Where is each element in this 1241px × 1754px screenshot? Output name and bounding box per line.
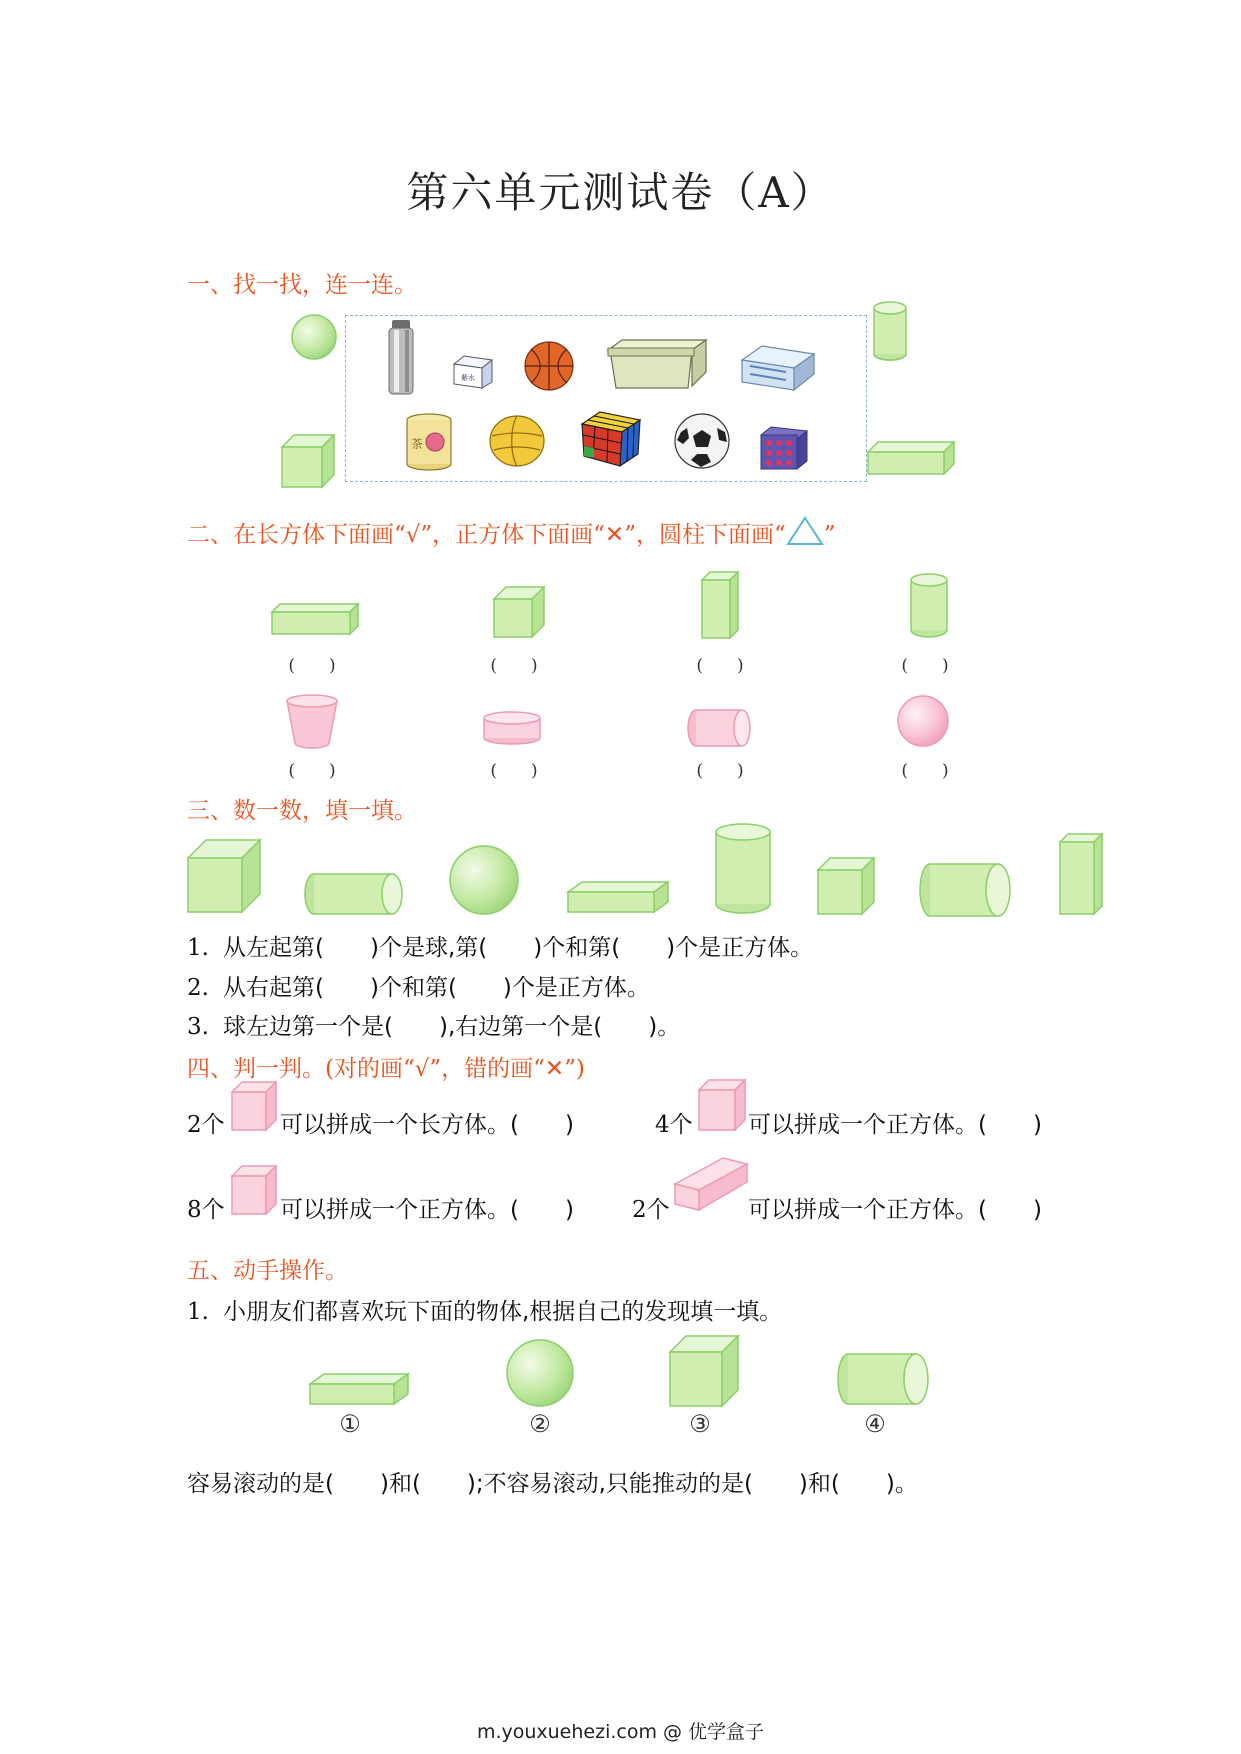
answer-paren-4[interactable]: ( ) xyxy=(901,656,949,676)
s5-ball[interactable] xyxy=(505,1338,575,1408)
s3-q2-text[interactable]: 从右起第( )个和第( )个是正方体。 xyxy=(223,975,650,1001)
section-2-heading-tail: ” xyxy=(823,522,836,548)
footer-watermark: m.youxuehezi.com @ 优学盒子 xyxy=(476,1721,765,1743)
dice-icon[interactable] xyxy=(759,425,809,471)
judge-1-pink-cube xyxy=(230,1080,278,1132)
judge-2-unit: 个 xyxy=(669,1112,693,1138)
milk-box-icon[interactable] xyxy=(452,354,494,390)
s3-ball[interactable] xyxy=(448,844,520,916)
section-3-heading: 三、数一数，填一填。 xyxy=(187,798,417,824)
judge-3-unit: 个 xyxy=(201,1197,225,1223)
tea-can-icon[interactable] xyxy=(405,412,453,472)
milk-box-label: 紫水 xyxy=(461,374,475,382)
section-2-heading-text: 二、在长方体下面画“√”，正方体下面画“✕”，圆柱下面画“ xyxy=(187,522,786,548)
thermos-icon[interactable] xyxy=(386,318,416,398)
s3-q3-num: 3. xyxy=(187,1014,209,1040)
judge-3-count: 8 xyxy=(187,1197,202,1223)
judge-1-unit: 个 xyxy=(201,1112,225,1138)
s3-cube-2[interactable] xyxy=(816,856,876,916)
s3-q3-text[interactable]: 球左边第一个是( ),右边第一个是( )。 xyxy=(223,1014,681,1040)
s5-q1-text: 小朋友们都喜欢玩下面的物体,根据自己的发现填一填。 xyxy=(223,1299,783,1325)
judge-2-pink-cube xyxy=(697,1078,747,1132)
s2-pink-disc[interactable] xyxy=(482,710,542,748)
answer-paren-6[interactable]: ( ) xyxy=(490,761,538,781)
s2-pink-ball[interactable] xyxy=(896,694,950,748)
judge-2-text[interactable]: 可以拼成一个正方体。( ) xyxy=(748,1112,1042,1138)
answer-paren-7[interactable]: ( ) xyxy=(696,761,744,781)
s5-cuboid[interactable] xyxy=(308,1370,410,1406)
judge-4-text[interactable]: 可以拼成一个正方体。( ) xyxy=(748,1197,1042,1223)
judge-item-3 xyxy=(187,1191,225,1224)
s5-label-4: ④ xyxy=(864,1410,886,1438)
s3-cube-1[interactable] xyxy=(186,838,262,914)
s2-pink-cup[interactable] xyxy=(285,693,339,749)
answer-paren-5[interactable]: ( ) xyxy=(288,761,336,781)
page-title: 第六单元测试卷（A） xyxy=(406,168,835,217)
s5-label-3: ③ xyxy=(689,1410,711,1438)
triangle-icon xyxy=(786,516,824,546)
s3-question-2 xyxy=(187,969,650,1002)
judge-4-count: 2 xyxy=(632,1197,647,1223)
judge-item-4 xyxy=(632,1191,670,1224)
s5-label-2: ② xyxy=(529,1410,551,1438)
green-cube-shape[interactable] xyxy=(280,433,336,489)
s3-cuboid-flat[interactable] xyxy=(566,878,670,916)
green-cylinder-shape[interactable] xyxy=(872,300,908,362)
s3-q1-num: 1. xyxy=(187,935,209,961)
s3-cylinder-standing[interactable] xyxy=(714,822,772,916)
s5-answer-line[interactable]: 容易滚动的是( )和( );不容易滚动,只能推动的是( )和( )。 xyxy=(187,1471,918,1497)
answer-paren-3[interactable]: ( ) xyxy=(696,656,744,676)
s2-cuboid-flat[interactable] xyxy=(270,600,360,636)
answer-paren-1[interactable]: ( ) xyxy=(288,656,336,676)
s2-cuboid-tall[interactable] xyxy=(700,570,740,640)
s2-pink-cylinder-lying[interactable] xyxy=(686,708,752,748)
s3-cylinder-lying-2[interactable] xyxy=(918,862,1012,918)
s2-cube[interactable] xyxy=(492,585,546,639)
basketball-icon[interactable] xyxy=(523,340,575,392)
s5-cylinder-lying[interactable] xyxy=(836,1352,930,1406)
s3-question-1 xyxy=(187,929,813,962)
judge-2-count: 4 xyxy=(655,1112,670,1138)
judge-1-count: 2 xyxy=(187,1112,202,1138)
section-1-heading: 一、找一找，连一连。 xyxy=(187,272,417,298)
s3-question-3 xyxy=(187,1008,680,1041)
s3-q1-text[interactable]: 从左起第( )个是球,第( )个和第( )个是正方体。 xyxy=(223,935,814,961)
judge-3-pink-cube xyxy=(230,1164,278,1216)
s5-label-1: ① xyxy=(339,1410,361,1438)
s5-q1-num: 1. xyxy=(187,1299,209,1325)
green-ball-shape[interactable] xyxy=(290,313,338,361)
judge-item-2 xyxy=(655,1106,693,1139)
rubiks-cube-icon[interactable] xyxy=(580,410,642,468)
section-4-heading: 四、判一判。(对的画“√”，错的画“✕”) xyxy=(187,1056,585,1082)
tea-can-label: 茶 xyxy=(411,437,424,451)
soccer-ball-icon[interactable] xyxy=(673,412,731,470)
judge-4-unit: 个 xyxy=(646,1197,670,1223)
judge-1-text[interactable]: 可以拼成一个长方体。( ) xyxy=(280,1112,574,1138)
volleyball-icon[interactable] xyxy=(488,414,546,468)
s3-cuboid-tall[interactable] xyxy=(1058,832,1104,916)
answer-paren-8[interactable]: ( ) xyxy=(901,761,949,781)
s3-cylinder-lying[interactable] xyxy=(304,872,404,916)
section-5-heading: 五、动手操作。 xyxy=(187,1258,348,1284)
s3-q2-num: 2. xyxy=(187,975,209,1001)
judge-4-pink-cuboid xyxy=(673,1156,749,1216)
judge-3-text[interactable]: 可以拼成一个正方体。( ) xyxy=(280,1197,574,1223)
judge-item-1 xyxy=(187,1106,225,1139)
s5-question-1 xyxy=(187,1293,782,1326)
storage-box-icon[interactable] xyxy=(606,336,708,392)
s5-cube[interactable] xyxy=(668,1334,740,1408)
section-2-heading xyxy=(187,516,835,549)
s2-cylinder[interactable] xyxy=(909,572,949,640)
green-cuboid-shape[interactable] xyxy=(866,440,956,476)
answer-paren-2[interactable]: ( ) xyxy=(490,656,538,676)
tissue-box-icon[interactable] xyxy=(740,344,816,394)
